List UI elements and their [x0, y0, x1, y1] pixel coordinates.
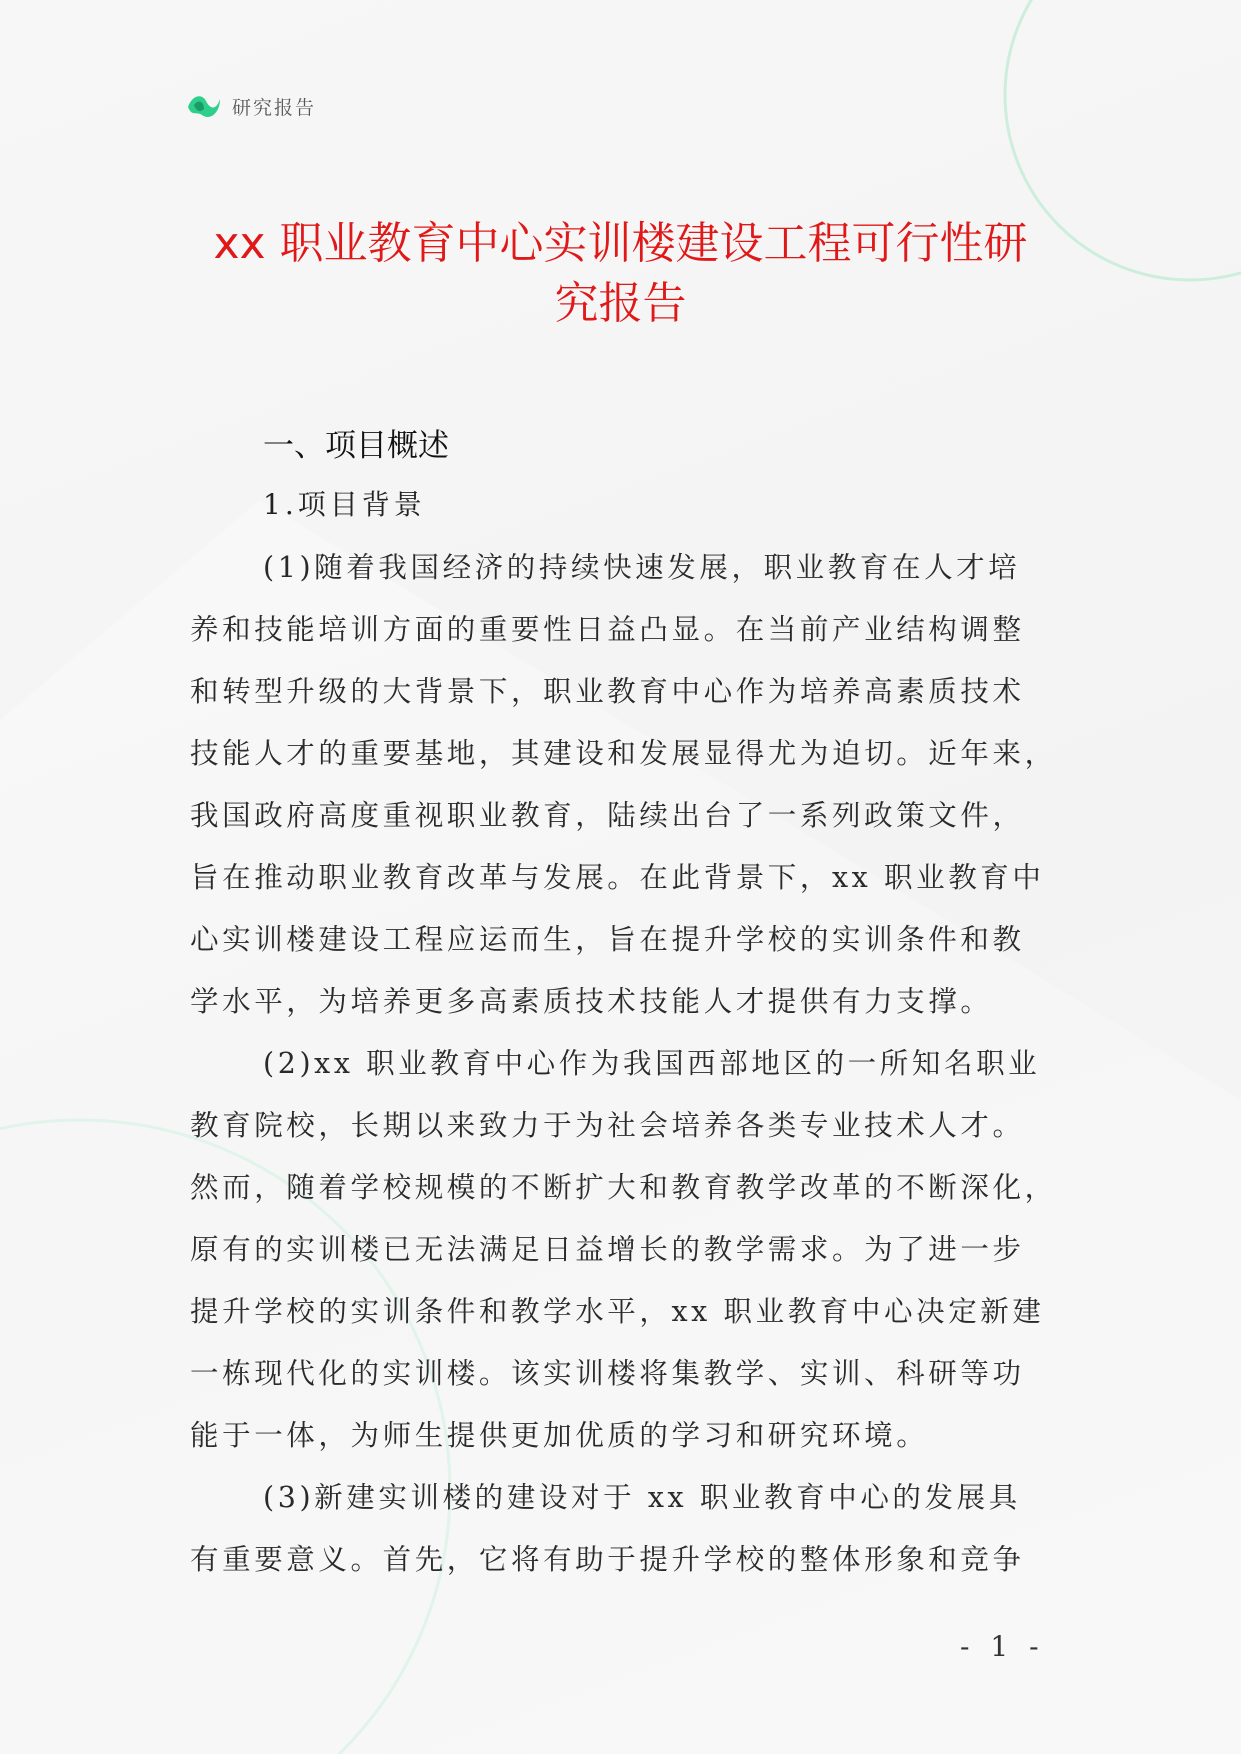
body-line: (1)随着我国经济的持续快速发展，职业教育在人才培 — [263, 551, 1021, 584]
body-line: 然而，随着学校规模的不断扩大和教育教学改革的不断深化， — [190, 1171, 1057, 1204]
body-line: 学水平，为培养更多高素质技术技能人才提供有力支撑。 — [190, 985, 993, 1018]
body-line: 技能人才的重要基地，其建设和发展显得尤为迫切。近年来， — [190, 737, 1057, 770]
document-title — [160, 214, 1081, 334]
body-line: 有重要意义。首先，它将有助于提升学校的整体形象和竞争 — [190, 1543, 1025, 1576]
page-number: - 1 - — [960, 1630, 1045, 1663]
body-line: (2)xx 职业教育中心作为我国西部地区的一所知名职业 — [263, 1047, 1041, 1080]
title-line-1: xx 职业教育中心实训楼建设工程可行性研 — [213, 218, 1028, 269]
body-line: 我国政府高度重视职业教育，陆续出台了一系列政策文件， — [190, 799, 1025, 832]
header-brand — [186, 88, 316, 124]
body-line: 和转型升级的大背景下，职业教育中心作为培养高素质技术 — [190, 675, 1025, 708]
section-heading: 一、项目概述 — [263, 428, 449, 464]
leaf-logo-icon — [186, 91, 222, 121]
body-text — [190, 537, 1060, 1591]
body-line: 心实训楼建设工程应运而生，旨在提升学校的实训条件和教 — [190, 923, 1025, 956]
body-line: 养和技能培训方面的重要性日益凸显。在当前产业结构调整 — [190, 613, 1025, 646]
subsection-heading: 1.项目背景 — [263, 488, 426, 521]
body-line: 旨在推动职业教育改革与发展。在此背景下，xx 职业教育中 — [190, 861, 1045, 894]
body-line: 一栋现代化的实训楼。该实训楼将集教学、实训、科研等功 — [190, 1357, 1025, 1390]
body-line: 能于一体，为师生提供更加优质的学习和研究环境。 — [190, 1419, 929, 1452]
title-line-2: 究报告 — [554, 278, 687, 329]
brand-label: 研究报告 — [232, 96, 317, 119]
body-line: 教育院校，长期以来致力于为社会培养各类专业技术人才。 — [190, 1109, 1025, 1142]
body-line: (3)新建实训楼的建设对于 xx 职业教育中心的发展具 — [263, 1481, 1021, 1514]
body-line: 原有的实训楼已无法满足日益增长的教学需求。为了进一步 — [190, 1233, 1025, 1266]
body-line: 提升学校的实训条件和教学水平，xx 职业教育中心决定新建 — [190, 1295, 1045, 1328]
